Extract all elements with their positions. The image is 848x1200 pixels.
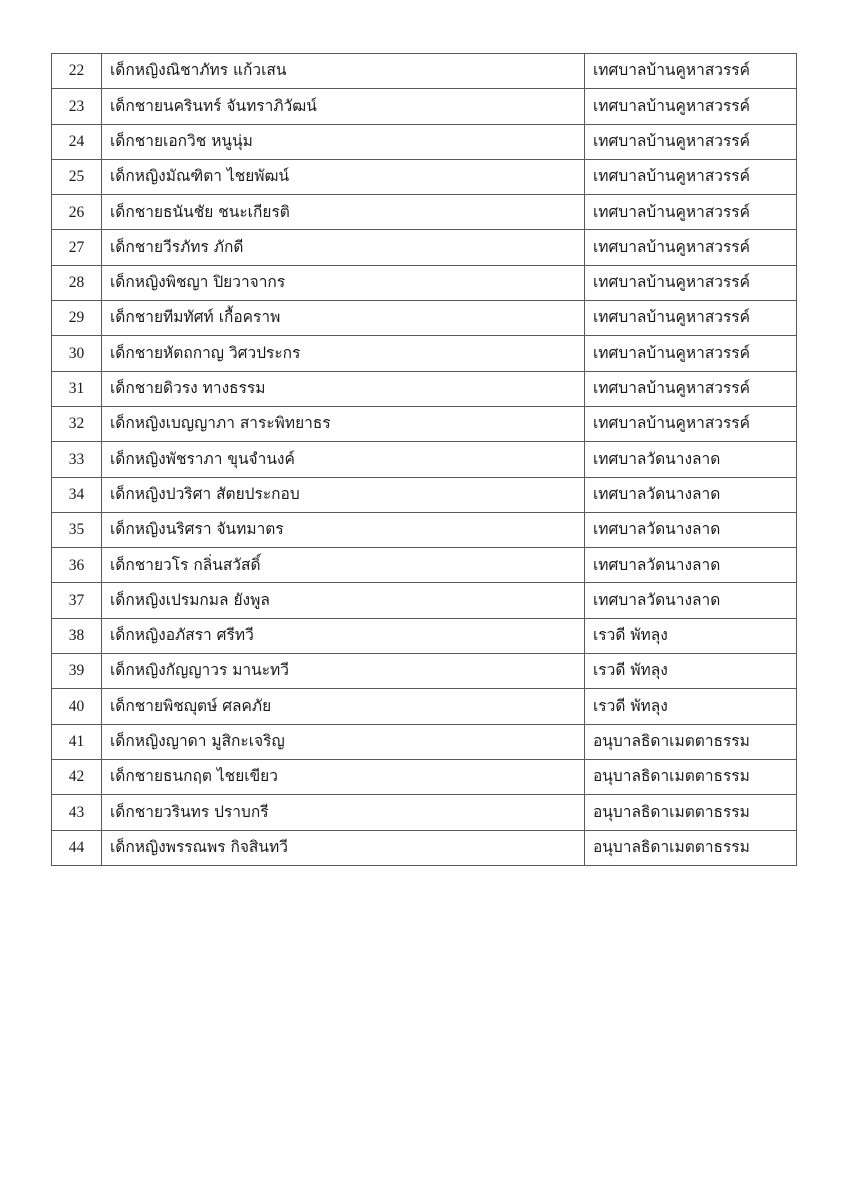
row-number-cell: 23: [52, 89, 102, 124]
table-row: [52, 301, 797, 336]
row-number-cell: 35: [52, 512, 102, 547]
table-row: [52, 336, 797, 371]
student-name-cell: เด็กชายวรินทร ปราบกรี: [102, 795, 585, 830]
row-number-cell: 41: [52, 724, 102, 759]
school-name-cell: เรวดี พัทลุง: [585, 689, 797, 724]
school-name-cell: เทศบาลบ้านคูหาสวรรค์: [585, 371, 797, 406]
row-number-cell: 38: [52, 618, 102, 653]
table-row: [52, 477, 797, 512]
row-number-cell: 42: [52, 759, 102, 794]
table-row: [52, 159, 797, 194]
student-name-cell: เด็กหญิงกัญญาวร มานะทวี: [102, 654, 585, 689]
table-row: [52, 195, 797, 230]
table-row: [52, 618, 797, 653]
roster-body: [52, 54, 797, 866]
row-number-cell: 28: [52, 265, 102, 300]
table-row: [52, 759, 797, 794]
student-name-cell: เด็กชายธนันชัย ชนะเกียรติ: [102, 195, 585, 230]
table-row: [52, 654, 797, 689]
table-row: [52, 89, 797, 124]
school-name-cell: อนุบาลธิดาเมตตาธรรม: [585, 830, 797, 865]
school-name-cell: เทศบาลบ้านคูหาสวรรค์: [585, 89, 797, 124]
school-name-cell: เทศบาลบ้านคูหาสวรรค์: [585, 406, 797, 441]
row-number-cell: 26: [52, 195, 102, 230]
student-name-cell: เด็กชายดิวรง ทางธรรม: [102, 371, 585, 406]
student-name-cell: เด็กหญิงนริศรา จันทมาตร: [102, 512, 585, 547]
student-name-cell: เด็กชายวีรภัทร ภักดี: [102, 230, 585, 265]
row-number-cell: 43: [52, 795, 102, 830]
table-row: [52, 124, 797, 159]
row-number-cell: 32: [52, 406, 102, 441]
student-name-cell: เด็กหญิงเปรมกมล ยังพูล: [102, 583, 585, 618]
school-name-cell: อนุบาลธิดาเมตตาธรรม: [585, 724, 797, 759]
school-name-cell: เทศบาลบ้านคูหาสวรรค์: [585, 54, 797, 89]
student-name-cell: เด็กหญิงเบญญาภา สาระพิทยาธร: [102, 406, 585, 441]
student-name-cell: เด็กหญิงปวริศา สัตยประกอบ: [102, 477, 585, 512]
student-name-cell: เด็กหญิงอภัสรา ศรีทวี: [102, 618, 585, 653]
school-name-cell: เทศบาลบ้านคูหาสวรรค์: [585, 230, 797, 265]
student-name-cell: เด็กชายทีมทัศท์ เกื้อคราพ: [102, 301, 585, 336]
table-row: [52, 512, 797, 547]
student-roster-table: [51, 53, 797, 866]
school-name-cell: เทศบาลวัดนางลาด: [585, 548, 797, 583]
school-name-cell: อนุบาลธิดาเมตตาธรรม: [585, 759, 797, 794]
school-name-cell: อนุบาลธิดาเมตตาธรรม: [585, 795, 797, 830]
school-name-cell: เทศบาลบ้านคูหาสวรรค์: [585, 124, 797, 159]
row-number-cell: 30: [52, 336, 102, 371]
school-name-cell: เทศบาลบ้านคูหาสวรรค์: [585, 265, 797, 300]
table-row: [52, 795, 797, 830]
table-row: [52, 371, 797, 406]
row-number-cell: 44: [52, 830, 102, 865]
school-name-cell: เทศบาลวัดนางลาด: [585, 477, 797, 512]
table-row: [52, 689, 797, 724]
table-row: [52, 724, 797, 759]
table-row: [52, 583, 797, 618]
row-number-cell: 22: [52, 54, 102, 89]
student-name-cell: เด็กชายธนกฤต ไชยเขียว: [102, 759, 585, 794]
row-number-cell: 39: [52, 654, 102, 689]
school-name-cell: เทศบาลบ้านคูหาสวรรค์: [585, 301, 797, 336]
table-row: [52, 548, 797, 583]
row-number-cell: 24: [52, 124, 102, 159]
school-name-cell: เรวดี พัทลุง: [585, 654, 797, 689]
table-row: [52, 406, 797, 441]
row-number-cell: 34: [52, 477, 102, 512]
row-number-cell: 31: [52, 371, 102, 406]
school-name-cell: เทศบาลวัดนางลาด: [585, 583, 797, 618]
table-row: [52, 54, 797, 89]
table-row: [52, 265, 797, 300]
student-name-cell: เด็กชายวโร กลิ่นสวัสดิ์: [102, 548, 585, 583]
student-name-cell: เด็กหญิงมัณฑิตา ไชยพัฒน์: [102, 159, 585, 194]
school-name-cell: เทศบาลบ้านคูหาสวรรค์: [585, 159, 797, 194]
student-name-cell: เด็กชายพิชญุตษ์ ศลคภัย: [102, 689, 585, 724]
student-name-cell: เด็กหญิงพัชราภา ขุนจำนงค์: [102, 442, 585, 477]
student-name-cell: เด็กหญิงญาดา มูสิกะเจริญ: [102, 724, 585, 759]
school-name-cell: เทศบาลบ้านคูหาสวรรค์: [585, 195, 797, 230]
school-name-cell: เทศบาลบ้านคูหาสวรรค์: [585, 336, 797, 371]
student-name-cell: เด็กหญิงณิชาภัทร แก้วเสน: [102, 54, 585, 89]
student-name-cell: เด็กชายนครินทร์ จันทราภิวัฒน์: [102, 89, 585, 124]
row-number-cell: 36: [52, 548, 102, 583]
school-name-cell: เทศบาลวัดนางลาด: [585, 442, 797, 477]
student-name-cell: เด็กชายเอกวิช หนูนุ่ม: [102, 124, 585, 159]
row-number-cell: 27: [52, 230, 102, 265]
table-row: [52, 830, 797, 865]
student-name-cell: เด็กหญิงพรรณพร กิจสินทวี: [102, 830, 585, 865]
student-name-cell: เด็กหญิงพิชญา ปิยวาจากร: [102, 265, 585, 300]
school-name-cell: เทศบาลวัดนางลาด: [585, 512, 797, 547]
row-number-cell: 40: [52, 689, 102, 724]
row-number-cell: 37: [52, 583, 102, 618]
table-row: [52, 230, 797, 265]
row-number-cell: 29: [52, 301, 102, 336]
student-name-cell: เด็กชายหัตถกาญ วิศวประกร: [102, 336, 585, 371]
row-number-cell: 25: [52, 159, 102, 194]
school-name-cell: เรวดี พัทลุง: [585, 618, 797, 653]
row-number-cell: 33: [52, 442, 102, 477]
table-row: [52, 442, 797, 477]
